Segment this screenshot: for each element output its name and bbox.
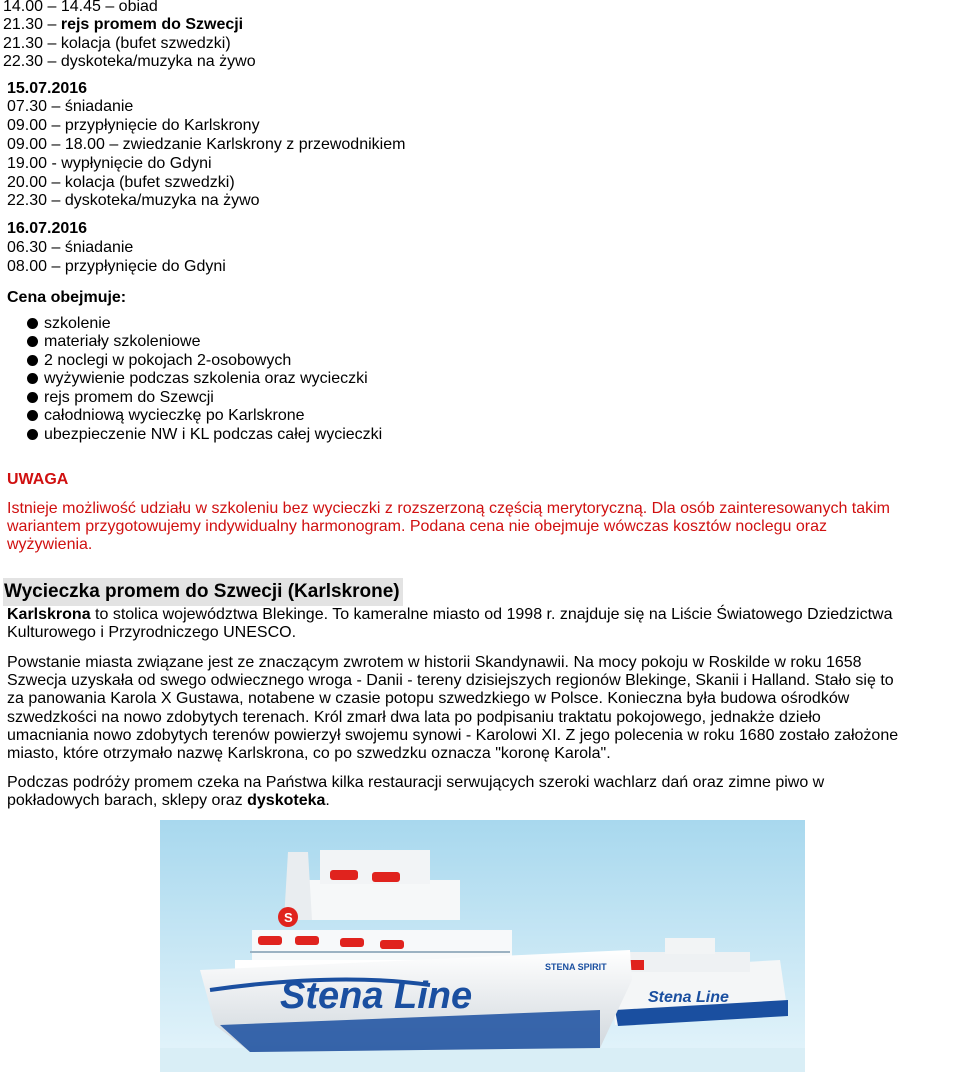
list-item: całodniową wycieczkę po Karlskrone bbox=[27, 407, 305, 425]
paragraph-ferry: Podczas podróży promem czeka na Państwa kilka restauracji serwujących szeroki wachlarz dań oraz zimne piwo w pokładowych barach, sklepy oraz dyskoteka. bbox=[7, 774, 825, 810]
schedule-item: 21.30 – rejs promem do Szwecji bbox=[3, 16, 244, 33]
bullet-icon bbox=[27, 373, 38, 384]
list-item: materiały szkoleniowe bbox=[27, 333, 201, 351]
schedule-item: 09.00 – 18.00 – zwiedzanie Karlskrony z przewodnikiem bbox=[7, 136, 406, 153]
bullet-icon bbox=[27, 429, 38, 440]
section-heading: Wycieczka promem do Szwecji (Karlskrone) bbox=[3, 578, 403, 606]
schedule-item: 09.00 – przypłynięcie do Karlskrony bbox=[7, 117, 260, 134]
list-item: wyżywienie podczas szkolenia oraz wycieczki bbox=[27, 370, 368, 388]
date-heading: 16.07.2016 bbox=[7, 220, 88, 237]
paragraph-history: Powstanie miasta związane jest ze znaczącym zwrotem w historii Skandynawii. Na mocy pokoju w Roskilde w roku 1658 Szwecja uzyskała od swego odwiecznego wroga - Danii - tereny dzisiejszych regionów Blekinge, Skanii i Halland. Stało się to za panowania Karola X Gustawa, notabene w czasie potopu szwedzkiego w Polsce. Konieczna była budowa ośrodków szwedzkości na nowo zdobytych terenach. Król zmarł dwa lata po podpisaniu traktatu pokojowego, jednakże dzieło umacniania nowo zdobytych terenów powierzył swojemu synowi - Karolowi XI. Z jego polecenia w roku 1680 zostało założone miasto, które otrzymało nazwę Karlskrona, co po szwedzku oznacza "koronę Karola". bbox=[7, 654, 899, 763]
paragraph-karlskrona: Karlskrona to stolica województwa Blekinge. To kameralne miasto od 1998 r. znajduje się na Liście Światowego Dziedzictwa Kulturowego i Przyrodniczego UNESCO. bbox=[7, 606, 893, 642]
list-item: ubezpieczenie NW i KL podczas całej wycieczki bbox=[27, 426, 382, 444]
bullet-icon bbox=[27, 355, 38, 366]
schedule-item: 08.00 – przypłynięcie do Gdyni bbox=[7, 258, 226, 275]
warning-text: Istnieje możliwość udziału w szkoleniu bez wycieczki z rozszerzoną częścią merytoryczną. Dla osób zainteresowanych takim bbox=[7, 500, 891, 517]
warning-text: wariantem przygotowujemy indywidualny harmonogram. Podana cena nie obejmuje wówczas kosztów noclegu oraz bbox=[7, 518, 827, 535]
list-item: szkolenie bbox=[27, 315, 111, 333]
schedule-item: 19.00 - wypłynięcie do Gdyni bbox=[7, 155, 212, 172]
bullet-icon bbox=[27, 410, 38, 421]
schedule-item: 20.00 – kolacja (bufet szwedzki) bbox=[7, 174, 235, 191]
funnel-logo: S bbox=[284, 910, 293, 925]
schedule-item: 22.30 – dyskoteka/muzyka na żywo bbox=[7, 192, 260, 209]
warning-title: UWAGA bbox=[7, 471, 69, 488]
bullet-icon bbox=[27, 392, 38, 403]
brand-logo-small: Stena Line bbox=[648, 989, 729, 1006]
list-item: rejs promem do Szewcji bbox=[27, 389, 214, 407]
ferry-photo bbox=[160, 820, 805, 1072]
schedule-item: 06.30 – śniadanie bbox=[7, 239, 134, 256]
ship-name: STENA SPIRIT bbox=[545, 962, 607, 972]
schedule-item: 14.00 – 14.45 – obiad bbox=[3, 0, 158, 15]
warning-text: wyżywienia. bbox=[7, 536, 93, 553]
list-item: 2 noclegi w pokojach 2-osobowych bbox=[27, 352, 291, 370]
ferry-illustration bbox=[160, 820, 805, 1072]
schedule-item: 22.30 – dyskoteka/muzyka na żywo bbox=[3, 53, 256, 70]
brand-logo: Stena Line bbox=[280, 975, 473, 1017]
schedule-item: 07.30 – śniadanie bbox=[7, 98, 134, 115]
bullet-icon bbox=[27, 318, 38, 329]
bullet-icon bbox=[27, 336, 38, 347]
price-heading: Cena obejmuje: bbox=[7, 289, 127, 306]
date-heading: 15.07.2016 bbox=[7, 80, 88, 97]
schedule-item: 21.30 – kolacja (bufet szwedzki) bbox=[3, 35, 231, 52]
